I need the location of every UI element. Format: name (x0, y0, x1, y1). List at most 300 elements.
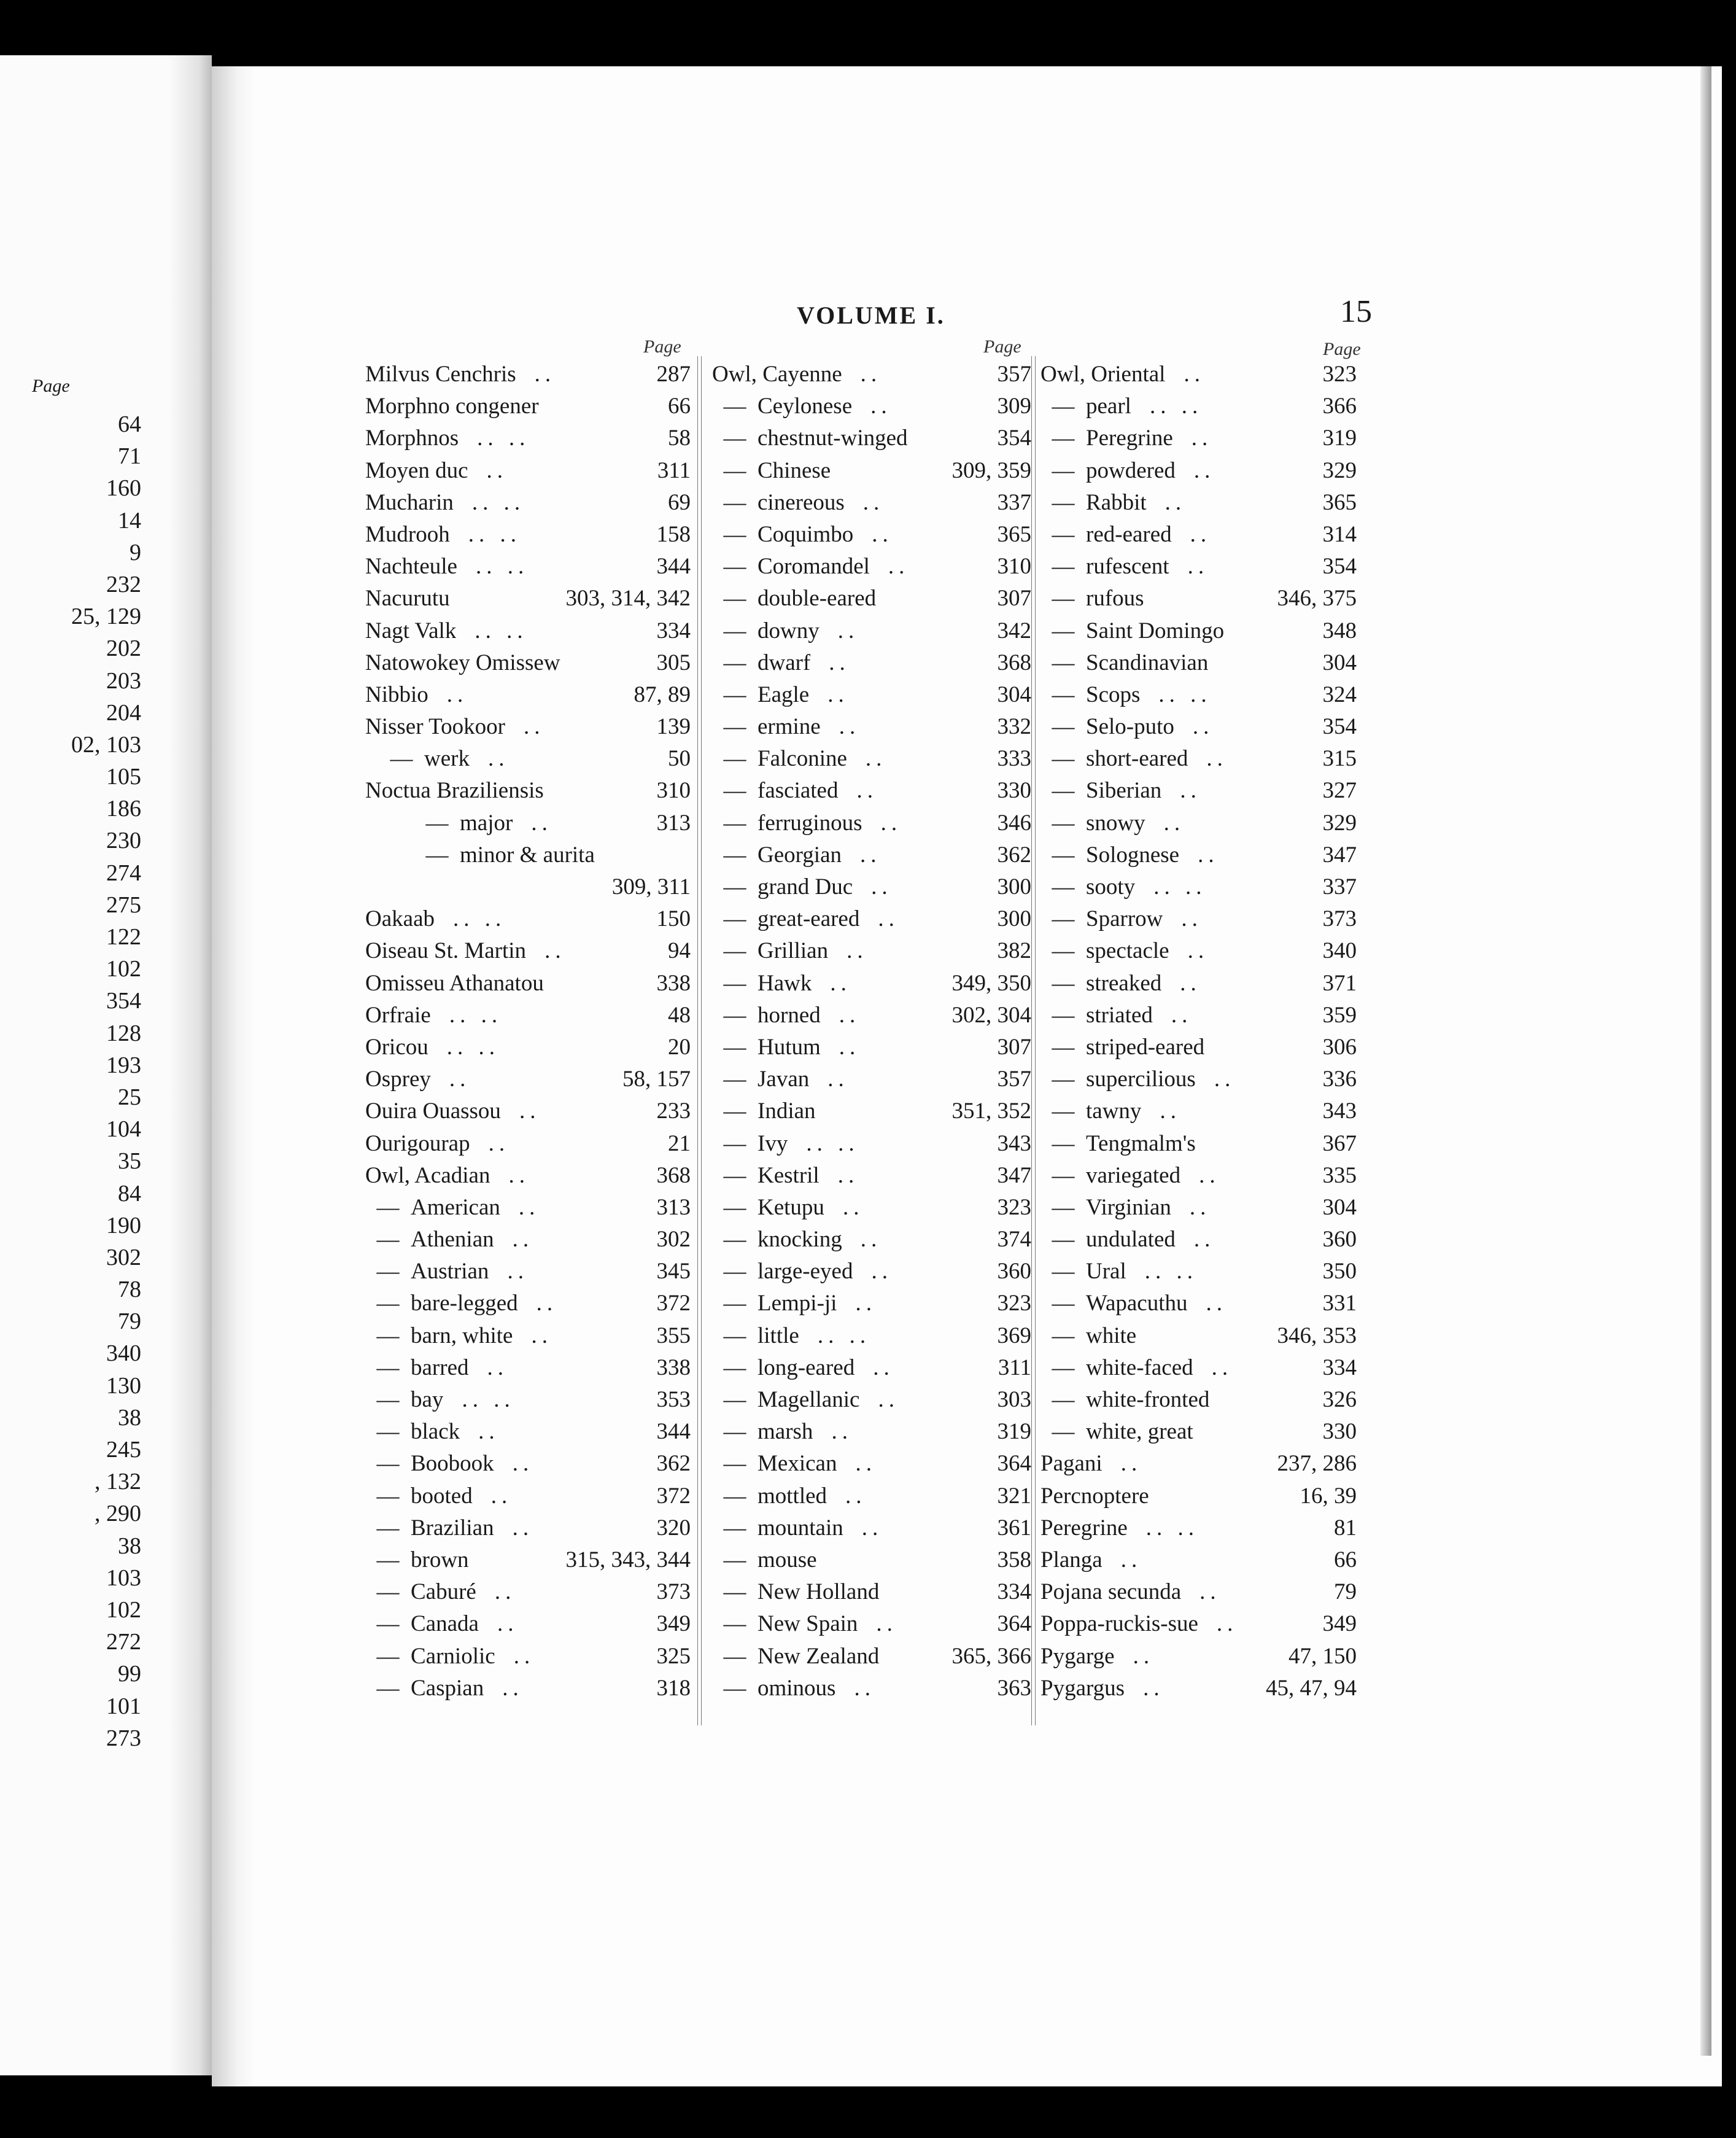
index-entry (1040, 810, 1357, 842)
left-page-number: 35 (118, 1148, 141, 1175)
ditto-dash: — (376, 1419, 400, 1445)
ditto-dash: — (723, 1034, 746, 1060)
entry-pages: 332 (997, 714, 1031, 740)
entry-name: Rabbit (1086, 489, 1147, 515)
ditto-dash: — (376, 1675, 400, 1701)
entry-name: Wapacuthu (1086, 1291, 1188, 1316)
entry-pages: 323 (997, 1194, 1031, 1220)
index-entry (1040, 650, 1357, 682)
entry-pages: 326 (1322, 1387, 1357, 1412)
entry-name: Pojana secunda (1040, 1579, 1182, 1605)
ditto-dash: — (723, 778, 746, 804)
left-page-label: Page (32, 376, 70, 396)
index-entry (365, 1034, 691, 1066)
index-entry (1040, 1258, 1357, 1290)
ditto-dash: — (1052, 778, 1075, 804)
entry-name: Scops (1086, 682, 1141, 707)
entry-pages: 66 (1334, 1547, 1357, 1572)
leader-dots: .. (845, 1483, 867, 1509)
entry-name: Ivy (758, 1130, 788, 1156)
index-entry (1040, 1130, 1357, 1162)
entry-name: Georgian (758, 842, 842, 868)
entry-pages: 302, 304 (951, 1002, 1031, 1028)
entry-name: Magellanic (758, 1387, 860, 1412)
page-edge (1700, 66, 1711, 2056)
index-entry (1040, 745, 1357, 777)
entry-pages: 79 (1334, 1579, 1357, 1605)
index-entry (365, 393, 691, 425)
left-page-number: 104 (106, 1116, 141, 1143)
entry-name: Hutum (758, 1034, 821, 1060)
index-entry (712, 618, 1031, 650)
entry-name: Ural (1086, 1259, 1126, 1285)
leader-dots: .. (873, 1355, 894, 1380)
entry-pages: 360 (997, 1259, 1031, 1285)
ditto-dash: — (723, 1130, 746, 1156)
leader-dots: .. (827, 1067, 849, 1092)
ditto-dash: — (1052, 426, 1075, 451)
entry-name: red-eared (1086, 521, 1172, 547)
index-entry (712, 1483, 1031, 1515)
entry-pages: 346 (997, 810, 1031, 836)
leader-dots: .. .. (817, 1323, 871, 1348)
ditto-dash: — (1052, 1002, 1075, 1028)
index-entry (365, 1355, 691, 1386)
entry-name: ferruginous (758, 810, 862, 836)
index-entry (1040, 1066, 1357, 1098)
page-number: 15 (1340, 294, 1372, 329)
entry-name: variegated (1086, 1162, 1181, 1188)
ditto-dash: — (1052, 1130, 1075, 1156)
entry-name: Oakaab (365, 906, 435, 932)
leader-dots: .. (507, 1259, 529, 1285)
ditto-dash: — (376, 1579, 400, 1605)
ditto-dash: — (1052, 938, 1075, 964)
entry-name: Percnoptere (1040, 1483, 1149, 1509)
entry-name: Nacurutu (365, 586, 450, 612)
ditto-dash: — (1052, 586, 1075, 612)
left-page-number: 193 (106, 1052, 141, 1078)
entry-name: white-faced (1086, 1355, 1193, 1380)
ditto-dash: — (723, 1162, 746, 1188)
entry-name: sooty (1086, 874, 1136, 900)
entry-pages: 333 (997, 746, 1031, 772)
entry-name: New Holland (758, 1579, 880, 1605)
ditto-dash: — (1052, 554, 1075, 580)
leader-dots: .. (1160, 1098, 1181, 1124)
ditto-dash: — (1052, 1291, 1075, 1316)
leader-dots: .. (1187, 554, 1209, 580)
index-entry (712, 874, 1031, 906)
entry-pages: 338 (656, 970, 691, 996)
left-page-number: 101 (106, 1693, 141, 1719)
entry-name: barn, white (411, 1323, 513, 1348)
ditto-dash: — (1052, 489, 1075, 515)
entry-name: Saint Domingo (1086, 618, 1225, 643)
entry-name: Carniolic (411, 1643, 495, 1669)
index-entry (365, 1130, 691, 1162)
entry-name: Hawk (758, 970, 812, 996)
entry-pages: 323 (997, 1291, 1031, 1316)
entry-name: Owl, Acadian (365, 1162, 490, 1188)
entry-pages: 365, 366 (951, 1643, 1031, 1669)
ditto-dash: — (376, 1291, 400, 1316)
entry-pages: 373 (1322, 906, 1357, 932)
index-entry (1040, 938, 1357, 970)
entry-name: Grillian (758, 938, 829, 964)
entry-pages: 315 (1322, 746, 1357, 772)
entry-pages: 309 (997, 394, 1031, 419)
ditto-dash: — (376, 1355, 400, 1380)
entry-name: black (411, 1419, 460, 1445)
entry-name: Owl, Cayenne (712, 362, 842, 387)
ditto-dash: — (723, 1355, 746, 1380)
entry-name: Caburé (411, 1579, 476, 1605)
left-page-number: 354 (106, 988, 141, 1014)
entry-name: Peregrine (1086, 426, 1173, 451)
index-entry (365, 489, 691, 521)
index-entry (712, 425, 1031, 457)
entry-pages: 321 (997, 1483, 1031, 1509)
entry-pages: 309, 359 (951, 457, 1031, 483)
entry-pages: 58 (668, 426, 691, 451)
ditto-dash: — (723, 1451, 746, 1477)
entry-name: Mexican (758, 1451, 837, 1477)
entry-pages: 353 (656, 1387, 691, 1412)
ditto-dash: — (1052, 906, 1075, 932)
entry-name: Virginian (1086, 1194, 1171, 1220)
entry-name: Ketupu (758, 1194, 824, 1220)
entry-pages: 364 (997, 1611, 1031, 1637)
entry-name: Omisseu Athanatou (365, 970, 544, 996)
entry-pages: 311 (998, 1355, 1031, 1380)
leader-dots: .. (544, 938, 566, 964)
entry-name: Mucharin (365, 489, 454, 515)
leader-dots: .. (880, 810, 902, 836)
index-entry (1040, 1386, 1357, 1418)
index-entry (365, 713, 691, 745)
left-page-number: 202 (106, 636, 141, 662)
index-entry (1040, 1323, 1357, 1355)
entry-name: Caspian (411, 1675, 484, 1701)
left-page-number: 99 (118, 1661, 141, 1687)
ditto-dash: — (425, 810, 449, 836)
entry-pages: 94 (668, 938, 691, 964)
ditto-dash: — (1052, 682, 1075, 707)
entry-pages: 359 (1322, 1002, 1357, 1028)
column-page-label-2: Page (983, 336, 1021, 357)
leader-dots: .. (1190, 521, 1212, 547)
left-page-number: 64 (118, 411, 141, 437)
entry-name: chestnut-winged (758, 426, 908, 451)
leader-dots: .. .. (475, 554, 529, 580)
leader-dots: .. (446, 682, 468, 707)
ditto-dash: — (376, 1451, 400, 1477)
leader-dots: .. (518, 1194, 540, 1220)
column-divider (1031, 356, 1036, 1725)
leader-dots: .. (449, 1067, 471, 1092)
ditto-dash: — (1052, 650, 1075, 675)
leader-dots: .. (871, 1259, 893, 1285)
entry-name: Morphnos (365, 426, 459, 451)
index-entry (712, 1386, 1031, 1418)
index-entry (365, 650, 691, 682)
index-entry (1040, 1418, 1357, 1450)
leader-dots: .. (862, 489, 885, 515)
entry-name: minor & aurita (460, 842, 595, 868)
ditto-dash: — (1052, 874, 1075, 900)
entry-pages: 81 (1334, 1515, 1357, 1541)
leader-dots: .. (512, 1451, 534, 1477)
entry-pages: 309, 311 (611, 874, 691, 900)
index-entry (712, 1194, 1031, 1226)
index-entry (365, 425, 691, 457)
entry-name: cinereous (758, 489, 845, 515)
left-page-number: 130 (106, 1372, 141, 1399)
leader-dots: .. (1192, 714, 1214, 740)
leader-dots: .. (1206, 746, 1228, 772)
entry-name: Coquimbo (758, 521, 854, 547)
entry-name: Nibbio (365, 682, 428, 707)
entry-name: Osprey (365, 1067, 431, 1092)
entry-pages: 337 (1322, 874, 1357, 900)
entry-name: brown (411, 1547, 469, 1572)
index-entry (365, 1098, 691, 1130)
ditto-dash: — (723, 1387, 746, 1412)
leader-dots: .. (865, 746, 887, 772)
entry-pages: 368 (997, 650, 1031, 675)
ditto-dash: — (723, 1643, 746, 1669)
leader-dots: .. .. (1153, 874, 1207, 900)
entry-name: Siberian (1086, 778, 1162, 804)
ditto-dash: — (723, 1194, 746, 1220)
ditto-dash: — (723, 906, 746, 932)
index-entry (712, 521, 1031, 553)
entry-name: American (411, 1194, 500, 1220)
leader-dots: .. (860, 362, 882, 387)
ditto-dash: — (723, 1227, 746, 1253)
entry-name: major (460, 810, 513, 836)
entry-pages: 310 (656, 778, 691, 804)
index-entry (712, 1579, 1031, 1611)
index-entry (1040, 906, 1357, 938)
leader-dots: .. (512, 1515, 534, 1541)
entry-pages: 331 (1322, 1291, 1357, 1316)
index-entry (365, 1290, 691, 1322)
entry-pages: 307 (997, 1034, 1031, 1060)
index-entry (1040, 553, 1357, 585)
index-entry (365, 1323, 691, 1355)
entry-name: Noctua Braziliensis (365, 778, 544, 804)
leader-dots: .. (847, 938, 868, 964)
index-entry (712, 1675, 1031, 1707)
leader-dots: .. (534, 362, 556, 387)
ditto-dash: — (376, 1483, 400, 1509)
index-entry (712, 745, 1031, 777)
index-entry (365, 1675, 691, 1707)
left-page-number: 275 (106, 892, 141, 918)
entry-pages: 369 (997, 1323, 1031, 1348)
ditto-dash: — (1052, 1355, 1075, 1380)
entry-pages: 349 (656, 1611, 691, 1637)
entry-pages: 300 (997, 874, 1031, 900)
entry-pages: 16, 39 (1300, 1483, 1357, 1509)
ditto-dash: — (723, 970, 746, 996)
index-entry (365, 777, 691, 809)
left-page-number: 102 (106, 1596, 141, 1623)
entry-pages: 313 (656, 1194, 691, 1220)
entry-pages: 320 (656, 1515, 691, 1541)
entry-pages: 344 (656, 554, 691, 580)
leader-dots: .. (871, 874, 893, 900)
entry-name: striped-eared (1086, 1034, 1205, 1060)
page-gutter-shadow (169, 55, 212, 2075)
leader-dots: .. (1184, 362, 1205, 387)
entry-name: Pygarge (1040, 1643, 1115, 1669)
index-entry (365, 938, 691, 970)
index-entry (365, 457, 691, 489)
ditto-dash: — (723, 682, 746, 707)
left-page-number-column (71, 408, 141, 1754)
entry-pages: 335 (1322, 1162, 1357, 1188)
ditto-dash: — (723, 1675, 746, 1701)
entry-name: Chinese (758, 457, 831, 483)
ditto-dash: — (723, 1098, 746, 1124)
index-entry (365, 1162, 691, 1194)
left-page-number: 102 (106, 956, 141, 982)
left-page-number: 25 (118, 1084, 141, 1110)
index-entry (1040, 1515, 1357, 1547)
entry-pages: 306 (1322, 1034, 1357, 1060)
entry-name: supercilious (1086, 1067, 1196, 1092)
entry-name: short-eared (1086, 746, 1188, 772)
entry-pages: 325 (656, 1643, 691, 1669)
entry-pages: 158 (656, 521, 691, 547)
entry-pages: 304 (997, 682, 1031, 707)
index-entry (712, 1258, 1031, 1290)
leader-dots: .. (1120, 1451, 1142, 1477)
entry-pages: 349, 350 (951, 970, 1031, 996)
entry-pages: 319 (997, 1419, 1031, 1445)
ditto-dash: — (723, 874, 746, 900)
ditto-dash: — (723, 1067, 746, 1092)
ditto-dash: — (723, 1547, 746, 1572)
entry-pages: 360 (1322, 1227, 1357, 1253)
ditto-dash: — (723, 1579, 746, 1605)
left-page-number: 84 (118, 1180, 141, 1207)
index-column-3 (1040, 361, 1357, 1707)
ditto-dash: — (723, 618, 746, 643)
index-entry (712, 682, 1031, 713)
ditto-dash: — (723, 394, 746, 419)
entry-pages: 304 (1322, 1194, 1357, 1220)
index-entry (1040, 1226, 1357, 1258)
leader-dots: .. (888, 554, 910, 580)
entry-pages: 367 (1322, 1130, 1357, 1156)
leader-dots: .. (519, 1098, 541, 1124)
leader-dots: .. (860, 842, 882, 868)
leader-dots: .. (1189, 1194, 1211, 1220)
entry-name: bay (411, 1387, 444, 1412)
index-entry (712, 1290, 1031, 1322)
index-entry (1040, 361, 1357, 393)
entry-name: white (1086, 1323, 1137, 1348)
index-entry (1040, 1290, 1357, 1322)
index-entry (365, 1226, 691, 1258)
leader-dots: .. (1191, 426, 1213, 451)
entry-pages: 327 (1322, 778, 1357, 804)
entry-pages: 338 (656, 1355, 691, 1380)
index-entry (712, 938, 1031, 970)
entry-name: white, great (1086, 1419, 1193, 1445)
index-entry (1040, 842, 1357, 874)
entry-pages: 345 (656, 1259, 691, 1285)
leader-dots: .. (1216, 1611, 1238, 1637)
ditto-dash: — (723, 1323, 746, 1348)
leader-dots: .. (861, 1515, 883, 1541)
ditto-dash: — (1052, 714, 1075, 740)
left-page-number: 232 (106, 571, 141, 597)
left-page-number: 79 (118, 1308, 141, 1335)
left-page-number: 272 (106, 1629, 141, 1655)
entry-name: streaked (1086, 970, 1162, 996)
entry-pages: 87, 89 (634, 682, 691, 707)
entry-pages: 303, 314, 342 (565, 586, 691, 612)
index-entry (365, 1418, 691, 1450)
left-page-number: 103 (106, 1565, 141, 1591)
leader-dots: .. (531, 810, 552, 836)
ditto-dash: — (1052, 1098, 1075, 1124)
index-entry (712, 1515, 1031, 1547)
entry-name: New Zealand (758, 1643, 880, 1669)
left-page-number: 128 (106, 1020, 141, 1046)
entry-name: Athenian (411, 1227, 494, 1253)
index-entry (1040, 713, 1357, 745)
entry-name: striated (1086, 1002, 1153, 1028)
entry-pages: 313 (656, 810, 691, 836)
entry-pages: 307 (997, 586, 1031, 612)
entry-pages: 348 (1322, 618, 1357, 643)
index-entry (365, 906, 691, 938)
leader-dots: .. (513, 1643, 535, 1669)
leader-dots: .. .. (1144, 1259, 1198, 1285)
entry-pages: 373 (656, 1579, 691, 1605)
index-entry (365, 1386, 691, 1418)
column-page-label-3: Page (1323, 339, 1361, 359)
index-entry (365, 553, 691, 585)
entry-name: mountain (758, 1515, 843, 1541)
entry-name: pearl (1086, 394, 1131, 419)
leader-dots: .. (1120, 1547, 1142, 1572)
leader-dots: .. (1180, 970, 1201, 996)
left-page-number: 340 (106, 1340, 141, 1367)
index-entry (365, 810, 691, 842)
entry-pages: 346, 353 (1277, 1323, 1357, 1348)
entry-name: tawny (1086, 1098, 1142, 1124)
entry-pages: 330 (997, 778, 1031, 804)
index-entry (712, 1034, 1031, 1066)
ditto-dash: — (723, 521, 746, 547)
index-entry (365, 618, 691, 650)
leader-dots: .. (488, 1130, 510, 1156)
leader-dots: .. (1193, 457, 1215, 483)
index-entry (712, 970, 1031, 1002)
index-entry (712, 553, 1031, 585)
entry-name: Nisser Tookoor (365, 714, 505, 740)
column-page-label-1: Page (643, 336, 681, 357)
index-entry (712, 1450, 1031, 1482)
index-entry (712, 906, 1031, 938)
